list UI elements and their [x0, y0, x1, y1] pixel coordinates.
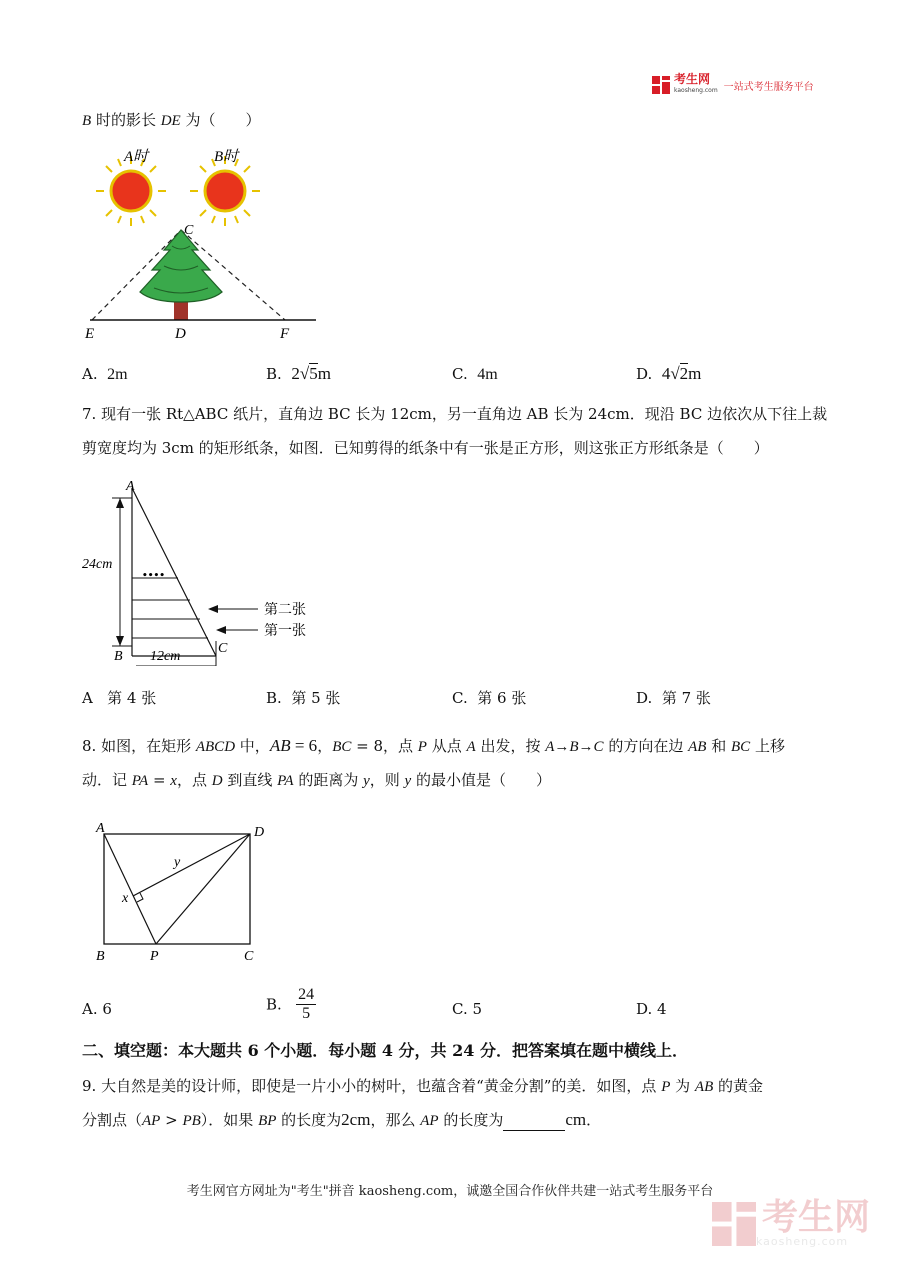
q7-line-2: 剪宽度均为 3cm 的矩形纸条，如图．已知剪得的纸条中有一张是正方形，则这张正方形纸条是（ ） [82, 439, 769, 457]
q8-option-d: D. 4 [636, 1000, 667, 1018]
q9-line-2: 分割点（AP > PB）．如果 BP 的长度为2cm，那么 AP 的长度为 cm． [82, 1110, 602, 1129]
q6-option-b: B. 2√5m [266, 364, 331, 383]
point-d-label: D [175, 326, 186, 342]
q7-figure [80, 476, 330, 666]
q6-text-tail: B 时的影长 DE 为（ ） [82, 111, 261, 129]
logo-domain: kaosheng.com [674, 87, 718, 94]
point-e-label: E [85, 326, 95, 342]
q7-option-b: B. 第 5 张 [266, 689, 341, 707]
q6-figure [80, 142, 330, 342]
q7-line-1: 7. 现有一张 Rt△ABC 纸片，直角边 BC 长为 12cm，另一直角边 AB 长为 24cm．现沿 BC 边依次从下往上裁 [82, 405, 828, 423]
footer-text: 考生网官方网址为"考生"拼音 kaosheng.com，诚邀全国合作伙伴共建一站式考生服务平台 [186, 1184, 714, 1199]
q8-label-y: y [174, 855, 181, 870]
q8-figure [88, 814, 278, 964]
q9-line-1: 9. 大自然是美的设计师，即使是一片小小的树叶，也蕴含着“黄金分割”的美．如图，点 P 为 AB 的黄金 [82, 1077, 764, 1095]
q8-label-x: x [122, 891, 129, 906]
site-logo [652, 74, 814, 96]
q8-option-b: B. $\frac{24}{5}$ [266, 986, 315, 1022]
q7-option-c: C. 第 6 张 [452, 689, 527, 707]
logo-slogan: 一站式考生服务平台 [723, 81, 814, 93]
q8-line-2: 动．记 PA = x，点 D 到直线 PA 的距离为 y，则 y 的最小值是（ ） [82, 771, 551, 789]
q7-length-bc: 12cm [150, 649, 181, 664]
section-2-heading: 二、填空题：本大题共 6 个小题．每小题 4 分，共 24 分．把答案填在题中横线上． [82, 1041, 688, 1060]
q8-point-p: P [150, 949, 159, 964]
label-a-time: A时 [124, 149, 149, 165]
q7-label-first: 第一张 [264, 623, 306, 639]
sun-a-icon [96, 156, 166, 226]
q7-label-second: 第二张 [264, 602, 306, 618]
answer-blank[interactable] [503, 1116, 565, 1131]
q7-length-ab: 24cm [82, 557, 113, 572]
point-f-label: F [280, 326, 290, 342]
watermark-name: 考生网 [762, 1197, 871, 1238]
label-b-time: B时 [214, 149, 239, 165]
q8-point-c: C [244, 949, 254, 964]
q7-point-b: B [114, 649, 123, 664]
watermark-logo-icon [712, 1202, 756, 1246]
q8-point-a: A [96, 821, 105, 836]
logo-icon [652, 76, 670, 94]
q8-option-c: C. 5 [452, 1000, 483, 1018]
q8-line-1: 8. 如图，在矩形 ABCD 中，AB = 6，BC = 8，点 P 从点 A 出发，按 A→B→C 的方向在边 AB 和 BC 上移 [82, 736, 785, 755]
tree-icon [140, 230, 222, 320]
q7-point-a: A [126, 479, 135, 494]
q8-point-d: D [254, 825, 265, 840]
sun-b-icon [190, 156, 260, 226]
q6-option-c: C. 4m [452, 365, 498, 383]
point-c-label: C [184, 223, 194, 238]
q8-point-b: B [96, 949, 105, 964]
fraction: $\frac{24}{5}$ [298, 986, 315, 1022]
q8-option-a: A. 6 [82, 1000, 112, 1018]
q6-option-a: A. 2m [82, 365, 128, 383]
watermark [712, 1197, 871, 1248]
watermark-domain: kaosheng.com [756, 1235, 849, 1248]
q7-point-c: C [218, 641, 228, 656]
q6-option-d: D. 4√2m [636, 364, 702, 383]
logo-name: 考生网 kaosheng.com [674, 73, 718, 97]
q7-option-a: A 第 4 张 [82, 689, 157, 707]
q7-option-d: D. 第 7 张 [636, 689, 711, 707]
q7-dots: •••• [142, 571, 166, 581]
